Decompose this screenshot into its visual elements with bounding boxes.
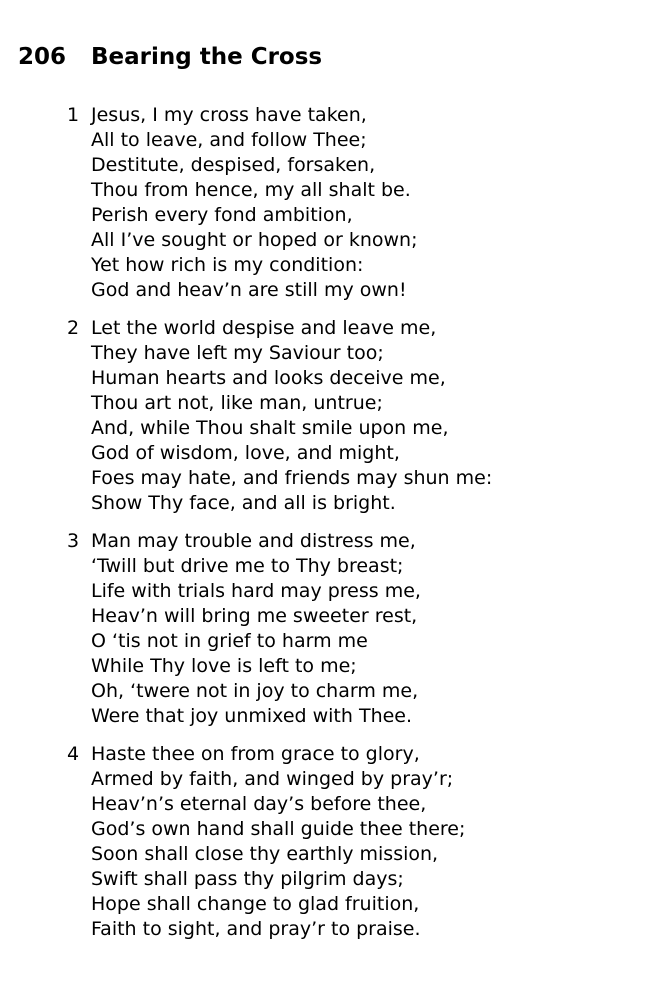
stanza-number: 1 <box>67 104 80 126</box>
stanza-line: ‘Twill but drive me to Thy breast; <box>91 555 404 577</box>
stanza-line: Thou from hence, my all shalt be. <box>91 179 411 201</box>
stanza-number: 2 <box>67 317 80 339</box>
stanza-line: And, while Thou shalt smile upon me, <box>91 417 449 439</box>
stanza-line: Armed by faith, and winged by pray’r; <box>91 768 454 790</box>
stanza-lines <box>91 316 492 516</box>
stanza-line: They have left my Saviour too; <box>91 342 384 364</box>
stanza-number: 4 <box>67 743 80 765</box>
stanza-line: While Thy love is left to me; <box>91 655 357 677</box>
stanza-line: Destitute, despised, forsaken, <box>91 154 376 176</box>
stanza-line: Hope shall change to glad fruition, <box>91 893 420 915</box>
stanza-line: All I’ve sought or hoped or known; <box>91 229 418 251</box>
stanza-lines <box>91 742 465 942</box>
stanza-line: Soon shall close thy earthly mission, <box>91 843 439 865</box>
stanza-line: O ‘tis not in grief to harm me <box>91 630 368 652</box>
stanza-line: Yet how rich is my condition: <box>91 254 364 276</box>
stanza-line: Jesus, I my cross have taken, <box>91 104 367 126</box>
hymn-number: 206 <box>18 44 67 70</box>
hymn-title: Bearing the Cross <box>91 44 323 70</box>
stanza-line: God’s own hand shall guide thee there; <box>91 818 466 840</box>
stanza-line: Swift shall pass thy pilgrim days; <box>91 868 404 890</box>
stanza-line: Life with trials hard may press me, <box>91 580 421 602</box>
stanza-line: Heav’n will bring me sweeter rest, <box>91 605 418 627</box>
stanza-line: God of wisdom, love, and might, <box>91 442 400 464</box>
stanza-line: Heav’n’s eternal day’s before thee, <box>91 793 427 815</box>
stanza-line: Thou art not, like man, untrue; <box>91 392 383 414</box>
stanza-line: All to leave, and follow Thee; <box>91 129 367 151</box>
stanza-line: Were that joy unmixed with Thee. <box>91 705 413 727</box>
stanza-lines <box>91 529 421 729</box>
stanza-line: Man may trouble and distress me, <box>91 530 416 552</box>
stanza-line: God and heav’n are still my own! <box>91 279 407 301</box>
stanza-line: Show Thy face, and all is bright. <box>91 492 396 514</box>
stanza-line: Human hearts and looks deceive me, <box>91 367 446 389</box>
stanza-number: 3 <box>67 530 80 552</box>
stanza-line: Faith to sight, and pray’r to praise. <box>91 918 421 940</box>
stanza-line: Haste thee on from grace to glory, <box>91 743 420 765</box>
stanza-line: Foes may hate, and friends may shun me: <box>91 467 493 489</box>
stanza-lines <box>91 103 418 303</box>
stanza-line: Oh, ‘twere not in joy to charm me, <box>91 680 419 702</box>
stanza-line: Let the world despise and leave me, <box>91 317 437 339</box>
stanza-line: Perish every fond ambition, <box>91 204 353 226</box>
